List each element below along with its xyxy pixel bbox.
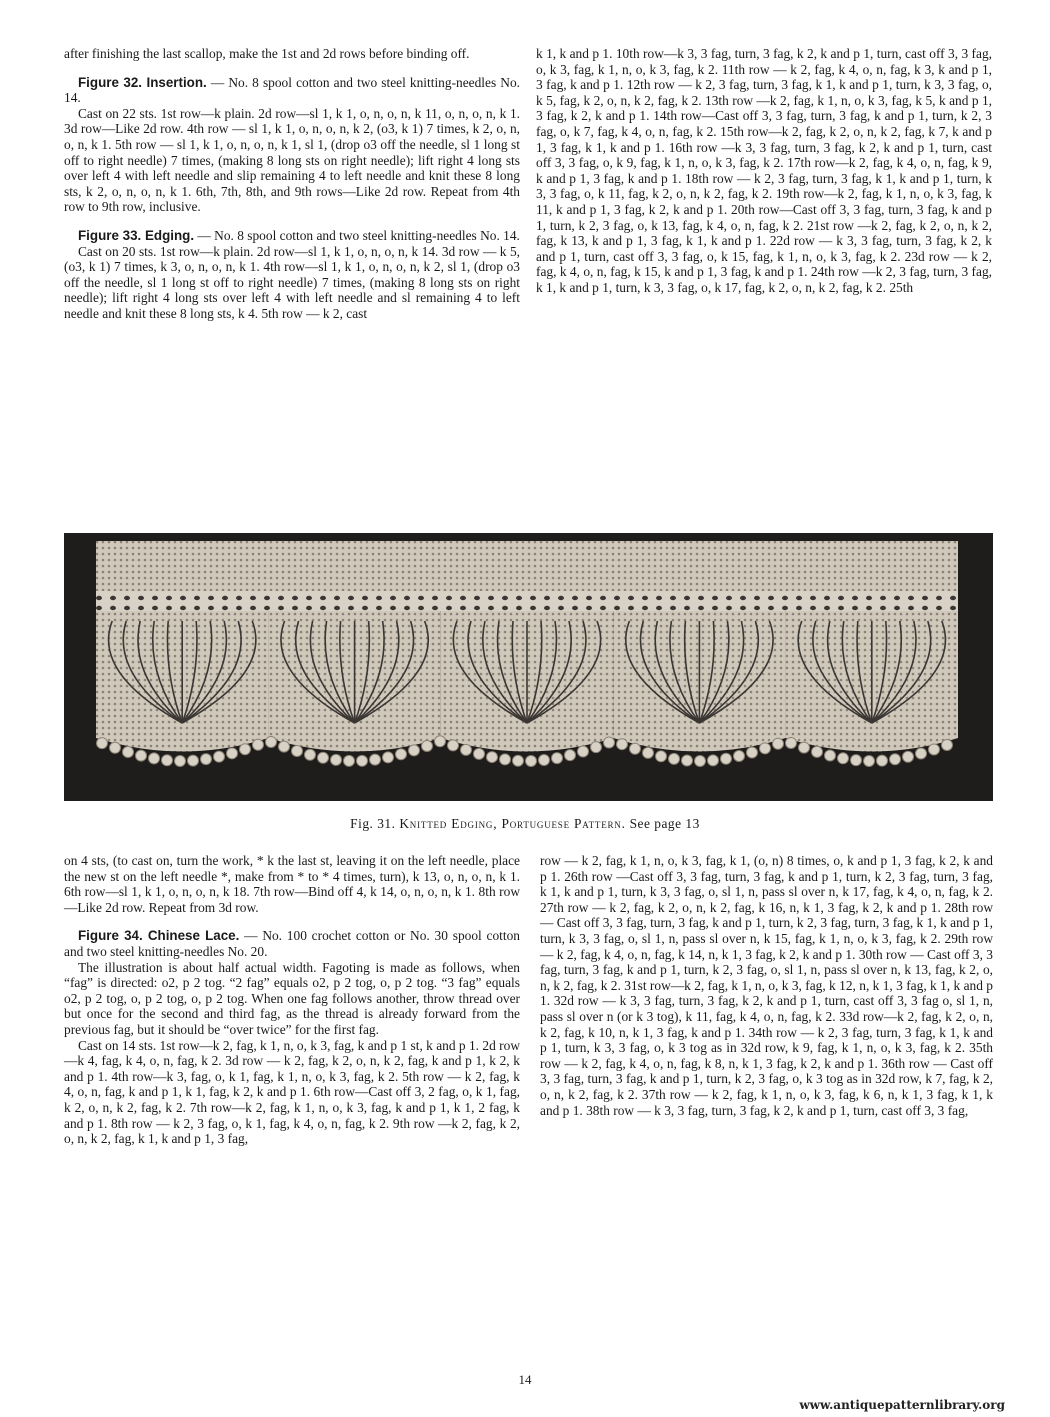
- figure-33-materials: No. 8 spool cotton and two steel knitting-needles No. 14.: [214, 227, 520, 243]
- chinese-lace-rows-25-38: row — k 2, fag, k 1, n, o, k 3, fag, k 1, (o, n) 8 times, o, k and p 1, 3 fag, k 2, k and p 1. 26th row —Cast off 3, 3 fag, turn, 3 fag, k and p 1, turn, k 2, 3 fag, turn, 3 fag, k 1, k and p 1, turn, k 3, 3 fag, o, sl 1, n, pass sl over n, k 17, fag, k 4, o, n, fag, k 2. 27th row — k 2, fag, k 2, o, n, k 2, fag, k 16, n, k 1, 3 fag, k 2, k and p 1. 28th row — Cast off 3, 3 fag, turn, 3 fag, k and p 1, turn, k 2, 3 fag, turn, 3 fag, k 1, k and p 1, turn, k 3, 3 fag, o, sl 1, n, pass sl over n, k 15, fag, k 1, n, o, k 3, fag, k 2. 29th row — k 2, fag, k 4, o, n, fag, k 14, n, k 1, 3 fag, k 2, k and p 1. 30th row — Cast off 3, 3 fag, turn, 3 fag, k and p 1, turn, k 2, 3 fag, o, sl 1, n, pass sl over n, k 13, fag, k 2, o, n, k 2, fag, k 2. 31st row—k 2, fag, k 1, n, o, k 3, fag, k 12, n, k 1, 3 fag, k 1, k and p 1. 32d row — k 3, 3 fag, turn, 3 fag, k 2, k and p 1, turn, cast off 3, 3 fag o, sl 1, n, pass sl over n (or k 3 tog), k 11, fag, k 4, o, n, fag, k 2. 33d row—k 2, fag, k 2, o, n, k 2, fag, k 10, n, k 1, 3 fag, k and p 1. 34th row — k 2, 3 fag, turn, 3 fag, k 1, k and p 1, turn, k 3, 3 fag, o, k 3 tog as in 32d row, k 9, fag, k 1, n, o, k 3, fag, k 2. 35th row — k 2, fag, k 4, o, n, fag, k 8, n, k 1, 3 fag, k 2, k and p 1. 36th row — Cast off 3, 3 fag, turn, 3 fag, k and p 1, turn, k 2, 3 fag, o, k 3 tog as in 32d row, k 7, fag, k 2, o, n, k 2, fag, k 2. 37th row — k 2, fag, k 1, n, o, k 3, fag, k 6, n, k 1, 3 fag, k 1, k and p 1. 38th row — k 3, 3 fag, turn, 3 fag, k 2, k and p 1, turn, cast off 3, 3 fag,: [540, 853, 993, 1118]
- lace-picot: [461, 744, 472, 755]
- lace-picot: [487, 752, 498, 763]
- figure-33-instructions: Cast on 20 sts. 1st row—k plain. 2d row—sl 1, k 1, o, n, o, n, k 14. 3d row — k 5, (o3, k 1) 7 times, k 3, o, n, o, n, k 1. 4th row—sl 1, k 1, o, n, o, n, k 2, sl 1, (drop o3 off the needle, sl 1 long st off to right needle) 7 times, (making 8 long sts on right needle); lift right 4 long sts over left 4 with left needle and sl remaining 4 to left needle and knit these 8 long sts, k 4. 5th row — k 2, cast: [64, 243, 520, 321]
- figure-32-materials: No. 8 spool cotton and two steel knitting-needles No. 14.: [64, 74, 520, 106]
- lace-picot: [162, 755, 173, 766]
- knitted-edging-photo: [64, 533, 993, 801]
- figure-34-heading: [64, 928, 520, 959]
- lace-top-border: [96, 541, 958, 591]
- figure-32-title: Figure 32. Insertion.: [78, 74, 207, 90]
- lace-picot: [539, 755, 550, 766]
- lace-picot: [747, 747, 758, 758]
- lace-picot: [786, 737, 797, 748]
- dash: —: [239, 928, 263, 944]
- lace-picot: [838, 753, 849, 764]
- text-column-2: [536, 46, 992, 296]
- lace-picot: [708, 755, 719, 766]
- lace-picot: [734, 751, 745, 762]
- caption-figure-number: Fig. 31.: [350, 816, 396, 831]
- lace-picot: [890, 754, 901, 765]
- lace-picot: [214, 751, 225, 762]
- lace-picot: [500, 754, 511, 765]
- lace-picot: [136, 750, 147, 761]
- lace-picot: [656, 751, 667, 762]
- figure-33-heading: [64, 228, 520, 244]
- lace-picot: [266, 736, 277, 747]
- lace-picot: [942, 739, 953, 750]
- lace-picot: [851, 755, 862, 766]
- lace-picot: [773, 738, 784, 749]
- footer-url: www.antiquepatternlibrary.org: [799, 1398, 1005, 1412]
- lace-picot: [201, 754, 212, 765]
- dash: —: [194, 227, 215, 243]
- lace-picot: [149, 753, 160, 764]
- lace-picot: [682, 755, 693, 766]
- figure-34-materials: No. 100 crochet cotton or No. 30 spool cotton and two steel knitting-needles No. 20.: [64, 928, 520, 959]
- lace-picot: [331, 754, 342, 765]
- chinese-lace-rows-10-25: k 1, k and p 1. 10th row—k 3, 3 fag, turn, 3 fag, k 2, k and p 1, turn, cast off 3, 3 fag, o, k 3, fag, k 1, n, o, k 3, fag, k 2. 11th row — k 2, fag, k 4, o, n, fag, k 3, k and p 1, 3 fag, k and p 1. 12th row — k 2, 3 fag, turn, 3 fag, k 1, k and p 1, turn, k 3, 3 fag, o, k 5, fag, k 2, o, n, k 2, fag, k 2. 13th row —k 2, fag, k 1, n, o, k 3, fag, k 5, k and p 1, 3 fag, k 2, k and p 1. 14th row—Cast off 3, 3 fag, turn, 3 fag, k and p 1, turn, k 2, 3 fag, o, k 7, fag, k 4, o, n, fag, k 2. 15th row—k 2, fag, k 2, o, n, k 2, fag, k 7, k and p 1, 3 fag, k 1, k and p 1. 16th row —k 3, 3 fag, turn, 3 fag, k 2, k and p 1, turn, cast off 3, 3 fag, o, k 9, fag, k 1, n, o, k 3, fag, k 2. 17th row—k 2, fag, k 4, o, n, fag, k 9, k and p 1, 3 fag, k and p 1. 18th row — k 2, 3 fag, turn, 3 fag, k 1, k and p 1, turn, k 3, 3 fag, o, k 11, fag, k 2, o, n, k 2, fag, k 2. 19th row—k 2, fag, k 1, n, o, k 3, fag, k 11, k and p 1, 3 fag, k 2, k and p 1. 20th row—Cast off 3, 3 fag, turn, 3 fag, k and p 1, turn, k 2, 3 fag, o, k 13, fag, k 4, o, n, fag, k 2. 21st row —k 2, fag, k 2, o, n, k 2, fag, k 13, k and p 1, 3 fag, k 1, k and p 1. 22d row — k 3, 3 fag, turn, 3 fag, k 2, k and p 1, turn, cast off 3, 3 fag, o, k 15, fag, k 1, n, o, k 3, fag, k 2. 23d row — k 2, fag, k 4, o, n, fag, k 15, k and p 1, 3 fag, k and p 1. 24th row —k 2, 3 fag, turn, 3 fag, k 1, k and p 1, turn, k 3, 3 fag, o, k 17, fag, k 2, o, n, k 2, fag, k 2. 25th: [536, 46, 992, 295]
- lace-picot: [123, 747, 134, 758]
- page-number: 14: [518, 1372, 532, 1387]
- lace-scallops: [96, 611, 958, 752]
- lace-picot: [253, 739, 264, 750]
- lace-picot: [344, 755, 355, 766]
- lace-picot: [175, 755, 186, 766]
- lace-picot: [279, 741, 290, 752]
- lace-picot: [929, 744, 940, 755]
- lace-picot: [305, 749, 316, 760]
- lace-picot: [617, 739, 628, 750]
- lace-picot: [448, 740, 459, 751]
- lace-picot: [565, 750, 576, 761]
- lace-picot: [578, 746, 589, 757]
- fagoting-explanation: The illustration is about half actual width. Fagoting is made as follows, when “fag” is directed: o2, p 2 tog. “2 fag” equals o2, p 2 tog, o, p 2 tog. “3 fag” equals o2, p 2 tog, o, p 2 tog, o, p 2 tog. When one fag follows another, throw thread over but once for the second and third fag, as the thread is already forward from the previous fag, but it should be “over twice” for the first fag.: [64, 959, 520, 1037]
- lace-picot: [552, 753, 563, 764]
- lace-picot: [864, 755, 875, 766]
- figure-caption: [0, 816, 1050, 832]
- lace-picot: [409, 745, 420, 756]
- lace-picot: [227, 748, 238, 759]
- paragraph: after finishing the last scallop, make the 1st and 2d rows before binding off.: [64, 46, 470, 61]
- figure-34-title: Figure 34. Chinese Lace.: [78, 928, 240, 944]
- lace-picot: [903, 751, 914, 762]
- lace-picot: [825, 750, 836, 761]
- lace-picot: [292, 745, 303, 756]
- lace-picot: [604, 737, 615, 748]
- lace-picot: [630, 743, 641, 754]
- lace-picot: [721, 753, 732, 764]
- figure-32-heading: [64, 75, 520, 106]
- lace-picot: [695, 755, 706, 766]
- lace-illustration: [64, 533, 993, 801]
- lace-picot: [396, 749, 407, 760]
- caption-page-reference: See page 13: [629, 816, 700, 831]
- lace-eyelet-row: [96, 591, 958, 611]
- lace-picot: [669, 753, 680, 764]
- lace-picot: [188, 755, 199, 766]
- caption-title: Knitted Edging, Portuguese Pattern.: [399, 816, 626, 831]
- lace-picot: [760, 743, 771, 754]
- figure-34-instructions: Cast on 14 sts. 1st row—k 2, fag, k 1, n, o, k 3, fag, k and p 1 st, k and p 1. 2d row—k 4, fag, k 4, o, n, fag, k 2. 3d row — k 2, fag, k 2, o, n, k 2, fag, k and p 1, k 2, k and p 1. 4th row—k 3, fag, o, k 1, fag, k 1, n, o, k 3, fag, k 2. 5th row — k 2, fag, k 4, o, n, fag, k and p 1, k 1, fag, k 2, k and p 1. 6th row—Cast off 3, 2 fag, o, k 1, fag, k 2, o, n, k 2, fag, k 2. 7th row—k 2, fag, k 1, n, o, k 3, fag, k and p 1, k 1, 2 fag, k and p 1. 8th row — k 2, 3 fag, o, k 1, fag, k 4, o, n, fag, k 2. 9th row —k 2, fag, k 2, o, n, k 2, fag, k 1, k and p 1, 3 fag,: [64, 1037, 520, 1147]
- lace-picot: [435, 736, 446, 747]
- lace-picot: [513, 755, 524, 766]
- text-column-1: [64, 46, 520, 322]
- lace-picot: [110, 742, 121, 753]
- lace-picot: [916, 748, 927, 759]
- lace-picot: [474, 748, 485, 759]
- text-column-3: [64, 853, 520, 1147]
- dash: —: [206, 74, 229, 90]
- lace-picot: [422, 740, 433, 751]
- lace-picot: [643, 747, 654, 758]
- lace-picot: [526, 755, 537, 766]
- figure-32-instructions: Cast on 22 sts. 1st row—k plain. 2d row—sl 1, k 1, o, n, o, n, k 11, o, n, o, n, k 1. 3d row—Like 2d row. 4th row — sl 1, k 1, o, n, o, n, k 2, (o3, k 1) 7 times, k 2, o, n, o, n, k 1. 5th row — sl 1, k 1, o, n, o, n, k 1, sl 1, (drop o3 off the needle, sl 1 long st off to right needle) 7 times, (making 8 long sts on right needle); lift right 4 long sts over left 4 with left needle and slip remaining 4 to left needle and knit these 8 long sts, k 2, o, n, o, n, k 1. 6th, 7th, 8th, and 9th rows—Like 2d row. Repeat from 4th row to 9th row, inclusive.: [64, 105, 520, 215]
- lace-picot: [97, 738, 108, 749]
- lace-picot: [383, 752, 394, 763]
- lace-picot: [357, 755, 368, 766]
- text-column-4: [540, 853, 993, 1118]
- figure-33-title: Figure 33. Edging.: [78, 227, 195, 243]
- paragraph: on 4 sts, (to cast on, turn the work, * k the last st, leaving it on the left needle, place the new st on the left needle *, make from * to * 4 times, turn), k 13, o, n, o, n, k 1. 6th row—sl 1, k 1, o, n, o, n, k 18. 7th row—Bind off 4, k 14, o, n, o, n, k 1. 8th row—Like 2d row. Repeat from 3d row.: [64, 853, 520, 915]
- lace-picot: [877, 755, 888, 766]
- lace-picot: [812, 746, 823, 757]
- lace-picot: [318, 752, 329, 763]
- lace-picot: [591, 742, 602, 753]
- lace-picot: [799, 742, 810, 753]
- lace-picot: [370, 754, 381, 765]
- lace-picot: [240, 744, 251, 755]
